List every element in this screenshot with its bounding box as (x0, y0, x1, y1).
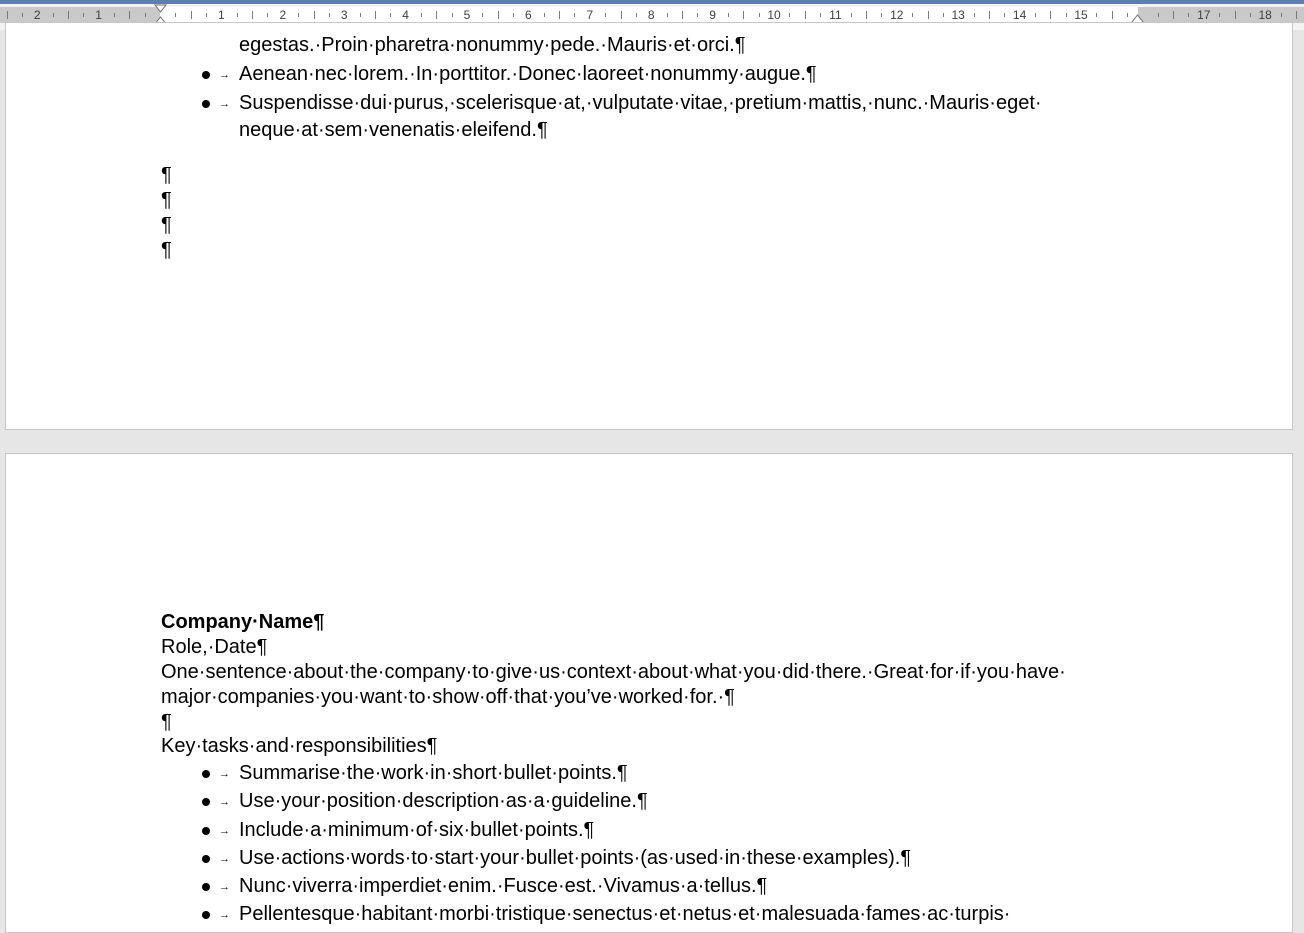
bullet-item[interactable]: Aenean·nec·lorem.·In·porttitor.·Donec·laoreet·nonummy·augue.¶ (239, 63, 817, 85)
tab-arrow-icon: → (219, 881, 230, 893)
bullet-icon (202, 100, 210, 108)
ruler-tick (452, 13, 453, 17)
bullet-icon (202, 883, 210, 891)
ruler-number: 1 (218, 8, 225, 22)
ruler-number: 3 (340, 8, 348, 22)
tab-arrow-icon: → (219, 796, 230, 808)
ruler-number: 15 (1074, 8, 1088, 22)
bullet-item[interactable]: Use·your·position·description·as·a·guideline.¶ (239, 790, 648, 812)
ruler-tick (881, 13, 882, 17)
empty-paragraph[interactable]: ¶ (161, 711, 172, 733)
ruler-tick (1296, 11, 1297, 19)
ruler-tick (851, 13, 852, 17)
ruler-number: 7 (586, 8, 594, 22)
tab-arrow-icon: → (219, 768, 230, 780)
ruler-number: 1 (95, 8, 102, 22)
ruler-tick (759, 13, 760, 17)
ruler-tick (314, 11, 315, 19)
ruler-tick (1050, 11, 1051, 19)
document-page-1[interactable] (5, 22, 1293, 430)
bullet-icon (202, 855, 210, 863)
ruler-number: 18 (1258, 8, 1272, 22)
ruler-tick (789, 13, 790, 17)
bullet-item[interactable]: Suspendisse·dui·purus,·scelerisque·at,·vulputate·vitae,·pretium·mattis,·nunc.·Mauris·eget· (239, 92, 1042, 114)
ruler-tick (145, 13, 146, 17)
ruler-tick (375, 11, 376, 19)
ruler-tick (866, 11, 867, 19)
ruler-number: 13 (951, 8, 965, 22)
empty-paragraph[interactable]: ¶ (161, 189, 172, 211)
ruler-number: 17 (1197, 8, 1211, 22)
ruler-tick (1035, 13, 1036, 17)
tab-arrow-icon: → (219, 909, 230, 921)
tab-arrow-icon: → (219, 853, 230, 865)
ruler-tick (1219, 13, 1220, 17)
ruler-tick (636, 13, 637, 17)
ruler-tick (421, 13, 422, 17)
ruler-tick (237, 13, 238, 17)
ruler-tick (728, 13, 729, 17)
tab-arrow-icon: → (219, 825, 230, 837)
paragraph-line[interactable]: egestas.·Proin·pharetra·nonummy·pede.·Mauris·et·orci.¶ (239, 34, 746, 56)
tab-arrow-icon: → (219, 98, 230, 110)
ruler-tick (974, 13, 975, 17)
company-name-heading[interactable]: Company·Name¶ (161, 611, 325, 633)
ruler-number: 10 (767, 8, 781, 22)
bullet-icon (202, 798, 210, 806)
bullet-icon (202, 71, 210, 79)
ruler-tick (912, 13, 913, 17)
ruler-number: 5 (463, 8, 471, 22)
ruler-tick (83, 13, 84, 17)
ruler-tick (605, 13, 606, 17)
ruler-tick (1188, 13, 1189, 17)
ruler-tick (267, 13, 268, 17)
company-description-line[interactable]: major·companies·you·want·to·show·off·that·you’ve·worked·for.·¶ (161, 686, 735, 708)
ruler-tick (252, 11, 253, 19)
bullet-item[interactable]: Include·a·minimum·of·six·bullet·points.¶ (239, 819, 595, 841)
bullet-icon (202, 770, 210, 778)
ruler-tick (1158, 13, 1159, 17)
role-date-line[interactable]: Role,·Date¶ (161, 636, 268, 658)
ruler-number: 2 (279, 8, 287, 22)
ruler-left-margin (0, 7, 160, 23)
ruler-tick (129, 11, 130, 19)
ruler-number: 12 (890, 8, 904, 22)
ruler-tick (820, 13, 821, 17)
ruler-tick (482, 13, 483, 17)
ruler-tick (1066, 13, 1067, 17)
ruler-tick (360, 13, 361, 17)
ruler-tick (943, 13, 944, 17)
bullet-item-continuation[interactable]: neque·at·sem·venenatis·eleifend.¶ (239, 119, 548, 141)
ruler-tick (1112, 11, 1113, 19)
ruler-tick (1096, 13, 1097, 17)
ruler-tick (1127, 13, 1128, 17)
ruler-number: 6 (525, 8, 532, 22)
ruler-tick (667, 13, 668, 17)
ruler-tick (1250, 13, 1251, 17)
ruler-tick (544, 13, 545, 17)
ruler-tick (329, 13, 330, 17)
ruler-tick (928, 11, 929, 19)
ruler-tick (298, 13, 299, 17)
bullet-item[interactable]: Summarise·the·work·in·short·bullet·points.¶ (239, 762, 628, 784)
ruler-number: 9 (709, 8, 716, 22)
ruler-tick (390, 13, 391, 17)
ruler-tick (191, 11, 192, 19)
bullet-item[interactable]: Nunc·viverra·imperdiet·enim.·Fusce·est.·Vivamus·a·tellus.¶ (239, 875, 768, 897)
bullet-item[interactable]: Pellentesque·habitant·morbi·tristique·senectus·et·netus·et·malesuada·fames·ac·turpis· (239, 903, 1011, 925)
ruler-tick (513, 13, 514, 17)
document-page-2[interactable] (5, 453, 1293, 933)
ruler-tick (7, 11, 8, 19)
ruler-tick (559, 11, 560, 19)
ruler-number: 2 (33, 8, 41, 22)
ruler-tick (498, 11, 499, 19)
ruler-tick (621, 11, 622, 19)
ruler-tick (1235, 11, 1236, 19)
bullet-icon (202, 827, 210, 835)
ruler-tick (175, 13, 176, 17)
ruler-right-margin (1138, 7, 1304, 23)
ruler-number: 11 (829, 8, 842, 22)
ruler-tick (1281, 13, 1282, 17)
ruler-tick (436, 11, 437, 19)
ruler-tick (989, 11, 990, 19)
bullet-item[interactable]: Use·actions·words·to·start·your·bullet·points·(as·used·in·these·examples).¶ (239, 847, 912, 869)
ruler-tick (697, 13, 698, 17)
ruler-tick (682, 11, 683, 19)
ruler-tick (68, 11, 69, 19)
ruler-top-border (0, 0, 1304, 4)
tab-arrow-icon: → (219, 69, 230, 81)
bullet-icon (202, 911, 210, 919)
ruler-number: 8 (647, 8, 655, 22)
ruler-tick (1004, 13, 1005, 17)
company-description-line[interactable]: One·sentence·about·the·company·to·give·us·context·about·what·you·did·there.·Great·for·if·you·have· (161, 661, 1066, 683)
tasks-heading[interactable]: Key·tasks·and·responsibilities¶ (161, 735, 438, 757)
ruler-tick (574, 13, 575, 17)
empty-paragraph[interactable]: ¶ (161, 214, 172, 236)
ruler-tick (114, 13, 115, 17)
ruler-tick (53, 13, 54, 17)
ruler-tick (805, 11, 806, 19)
ruler-number: 14 (1012, 8, 1027, 22)
ruler-tick (1173, 11, 1174, 19)
ruler-number: 4 (402, 8, 409, 22)
empty-paragraph[interactable]: ¶ (161, 164, 172, 186)
ruler-tick (206, 13, 207, 17)
empty-paragraph[interactable]: ¶ (161, 239, 172, 261)
ruler-tick (743, 11, 744, 19)
ruler-tick (22, 13, 23, 17)
